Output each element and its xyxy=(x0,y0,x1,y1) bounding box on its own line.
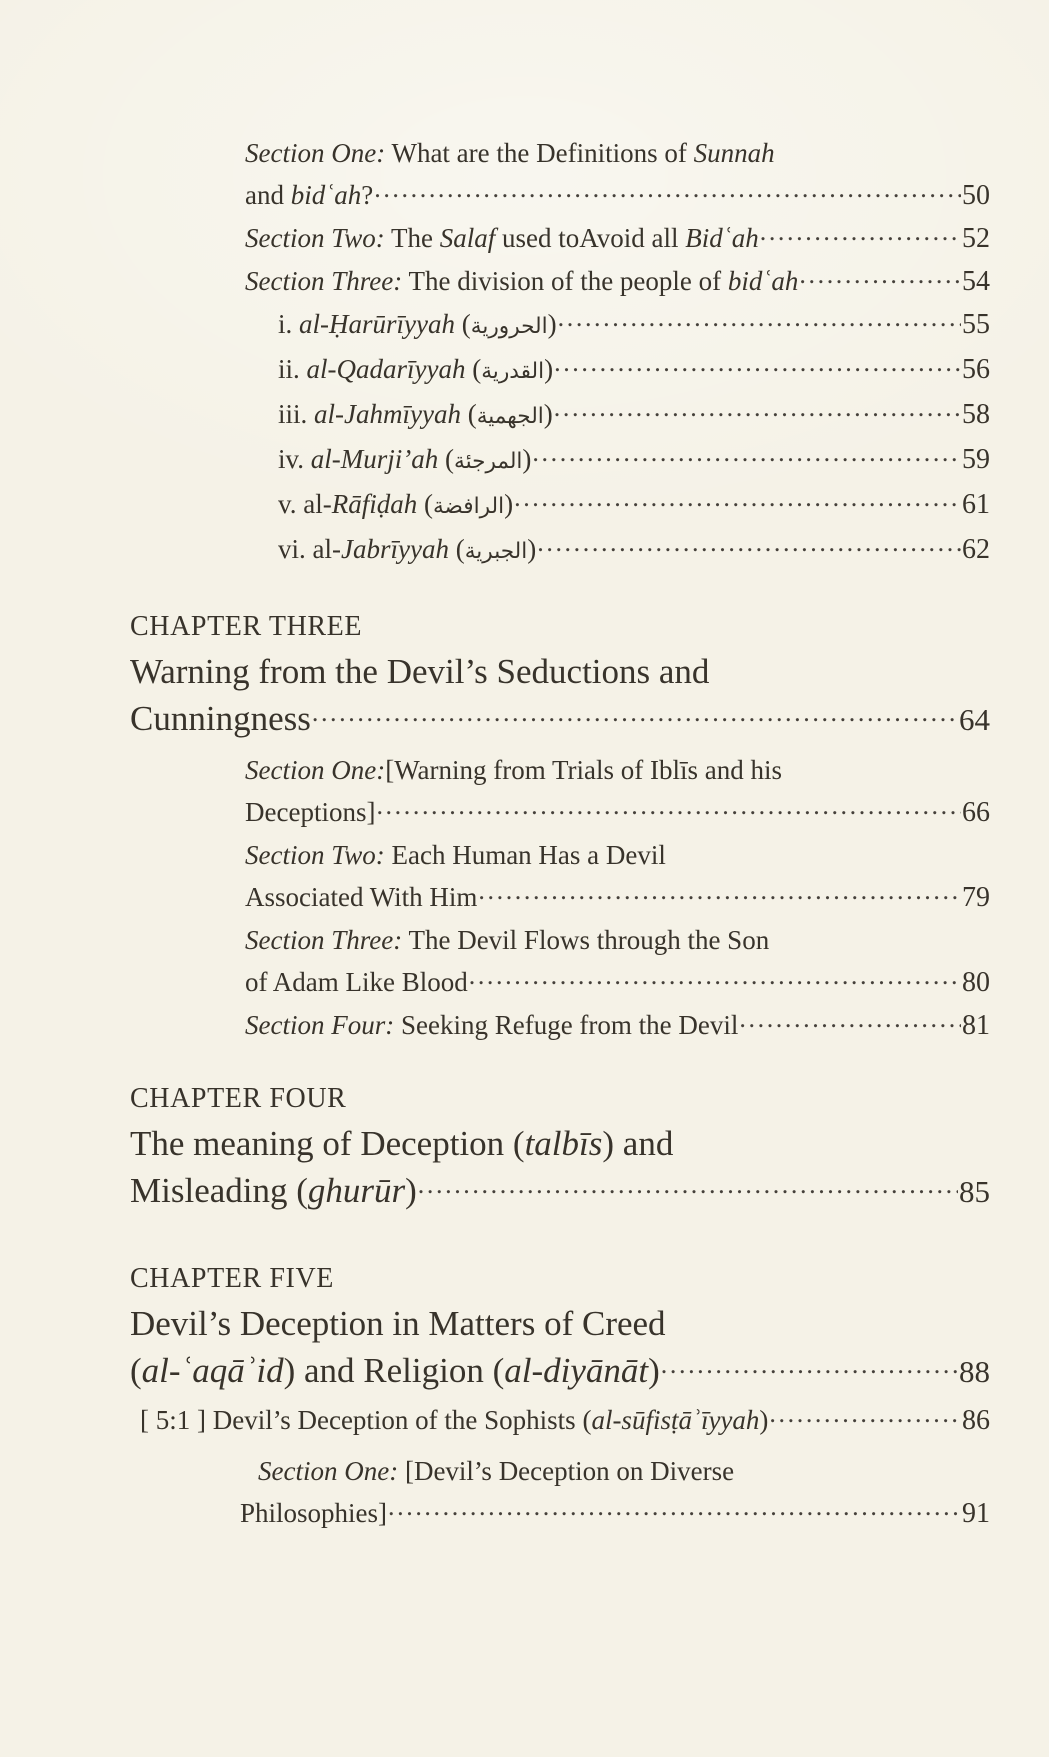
toc-line xyxy=(130,1492,990,1535)
toc-entry-text xyxy=(240,1492,387,1534)
italic-text: al-Qadarīyyah xyxy=(306,354,466,384)
plain-text: Each Human Has a Devil xyxy=(384,840,666,870)
dot-leader xyxy=(537,531,961,558)
dot-leader xyxy=(418,1167,958,1202)
page-number: 64 xyxy=(959,702,990,737)
toc-entry-text xyxy=(245,876,477,918)
toc-entry-text xyxy=(245,217,759,259)
toc-entry-text xyxy=(245,1004,738,1046)
page-number: 58 xyxy=(962,399,990,430)
toc-line xyxy=(130,1450,990,1492)
toc-line xyxy=(130,483,990,528)
italic-text: Section Two: xyxy=(245,840,385,870)
toc-entry-text xyxy=(130,1121,673,1167)
plain-text: CHAPTER THREE xyxy=(130,611,363,642)
toc-line xyxy=(130,132,990,174)
italic-text: Section Three: xyxy=(245,925,403,955)
plain-text: v. al- xyxy=(278,489,332,519)
arabic-term: المرجئة xyxy=(454,449,523,474)
plain-text: ( xyxy=(455,309,471,339)
page-number: 79 xyxy=(962,882,990,913)
plain-text: ) xyxy=(543,399,553,429)
plain-text: CHAPTER FOUR xyxy=(130,1083,347,1114)
toc-line xyxy=(130,649,990,695)
toc-line xyxy=(130,834,990,876)
page-number: 81 xyxy=(962,1010,990,1041)
plain-text: Devil’s Deception in Matters of Creed xyxy=(130,1304,666,1343)
toc-entry-text xyxy=(278,303,557,348)
plain-text: The meaning of Deception ( xyxy=(130,1124,525,1163)
italic-text: al-Jahmīyyah xyxy=(314,399,461,429)
plain-text: Seeking Refuge from the Devil xyxy=(394,1010,739,1040)
plain-text: used toAvoid all xyxy=(495,223,686,253)
toc-line xyxy=(130,528,990,573)
italic-text: talbīs xyxy=(524,1124,603,1163)
plain-text: Warning from the Devil’s Seductions and xyxy=(130,652,710,691)
toc-line xyxy=(130,605,990,649)
plain-text: ) and xyxy=(602,1124,674,1163)
toc-line xyxy=(130,695,990,743)
dot-leader xyxy=(312,695,958,730)
plain-text: of Adam Like Blood xyxy=(245,967,468,997)
plain-text: iv. xyxy=(278,444,311,474)
toc-entry-text xyxy=(245,961,468,1003)
dot-leader xyxy=(760,220,961,247)
toc-line xyxy=(130,791,990,834)
plain-text: ( xyxy=(130,1351,142,1390)
page-number: 66 xyxy=(962,797,990,828)
dot-leader xyxy=(558,306,961,333)
plain-text: ) xyxy=(648,1351,660,1390)
plain-text: vi. al- xyxy=(278,534,341,564)
toc-entry-text xyxy=(245,749,782,791)
plain-text: and xyxy=(245,180,291,210)
plain-text: ) xyxy=(405,1171,417,1210)
dot-leader xyxy=(478,879,961,906)
plain-text: ) xyxy=(527,534,537,564)
page-number: 86 xyxy=(962,1405,990,1436)
toc-entry-text xyxy=(130,1168,417,1214)
toc-entry-text xyxy=(245,791,375,833)
toc-entry-text xyxy=(130,1348,660,1394)
plain-text: ii. xyxy=(278,354,307,384)
page-number: 55 xyxy=(962,309,990,340)
arabic-term: الجبرية xyxy=(464,539,528,564)
toc-entry-text xyxy=(278,438,531,483)
plain-text: The xyxy=(384,223,440,253)
italic-text: Jabrīyyah xyxy=(340,534,449,564)
plain-text: [ 5:1 ] Devil’s Deception of the Sophists ( xyxy=(140,1405,592,1435)
plain-text: [Devil’s Deception on Diverse xyxy=(398,1456,735,1486)
toc-line xyxy=(130,1167,990,1215)
dot-leader xyxy=(739,1007,961,1034)
toc-entry-text xyxy=(140,1399,768,1441)
plain-text: ) xyxy=(522,444,532,474)
toc-line xyxy=(130,1121,990,1167)
italic-text: al-Murji’ah xyxy=(310,444,439,474)
italic-text: al-Ḥarūrīyyah xyxy=(299,309,455,339)
toc-entry-text xyxy=(130,696,311,742)
toc-entry-text xyxy=(278,528,536,573)
dot-leader xyxy=(469,964,961,991)
page-number: 80 xyxy=(962,967,990,998)
page-number: 62 xyxy=(962,534,990,565)
plain-text: Deceptions] xyxy=(245,797,376,827)
page-number: 54 xyxy=(962,266,990,297)
toc-entry-text xyxy=(258,1450,734,1492)
plain-text: Philosophies] xyxy=(240,1498,388,1528)
plain-text: Cunningness xyxy=(130,699,311,738)
toc-line xyxy=(130,1347,990,1395)
toc-entry-text xyxy=(278,348,553,393)
page-number: 61 xyxy=(962,489,990,520)
toc-entry-text xyxy=(245,919,769,961)
dot-leader xyxy=(554,351,961,378)
table-of-contents xyxy=(130,132,990,1535)
plain-text: iii. xyxy=(278,399,315,429)
plain-text: Associated With Him xyxy=(245,882,478,912)
toc-entry-text xyxy=(130,1257,334,1301)
dot-leader xyxy=(799,263,961,290)
toc-line xyxy=(130,1301,990,1347)
plain-text: ( xyxy=(417,489,433,519)
toc-entry-text xyxy=(245,260,798,302)
dot-leader xyxy=(514,486,961,513)
toc-entry-text xyxy=(245,834,666,876)
toc-entry-text xyxy=(130,649,709,695)
toc-entry-text xyxy=(278,483,513,528)
toc-entry-text xyxy=(130,605,362,649)
italic-text: Section One: xyxy=(258,1456,399,1486)
arabic-term: القدرية xyxy=(481,359,545,384)
toc-line xyxy=(130,876,990,919)
toc-line xyxy=(130,749,990,791)
plain-text: ( xyxy=(438,444,454,474)
plain-text: [Warning from Trials of Iblīs and his xyxy=(385,755,783,785)
toc-entry-text xyxy=(130,1077,346,1121)
toc-entry-text xyxy=(278,393,553,438)
toc-line xyxy=(130,260,990,303)
toc-line xyxy=(130,303,990,348)
plain-text: ? xyxy=(361,180,374,210)
arabic-term: الرافضة xyxy=(432,494,505,519)
page-number: 88 xyxy=(959,1354,990,1389)
dot-leader xyxy=(532,441,961,468)
plain-text: The division of the people of xyxy=(402,266,728,296)
italic-text: al-ʿaqāʾid xyxy=(141,1351,284,1390)
dot-leader xyxy=(388,1495,961,1522)
plain-text: ( xyxy=(460,399,477,429)
page-number: 56 xyxy=(962,354,990,385)
toc-line xyxy=(130,348,990,393)
toc-line xyxy=(130,1257,990,1301)
toc-entry-text xyxy=(245,132,775,174)
dot-leader xyxy=(376,794,961,821)
italic-text: bidʿah xyxy=(727,266,799,296)
dot-leader xyxy=(769,1402,961,1429)
plain-text: ( xyxy=(465,354,482,384)
page-number: 50 xyxy=(962,180,990,211)
plain-text: ) xyxy=(547,309,557,339)
arabic-term: الجهمية xyxy=(476,404,544,429)
italic-text: Section Two: xyxy=(245,223,385,253)
plain-text: ) xyxy=(759,1405,769,1435)
italic-text: bidʿah xyxy=(290,180,362,210)
italic-text: Section Three: xyxy=(245,266,403,296)
plain-text: ) xyxy=(544,354,554,384)
toc-entry-text xyxy=(130,1301,666,1347)
italic-text: al-sūfisṭāʾīyyah xyxy=(591,1405,760,1435)
toc-line xyxy=(130,1399,990,1442)
italic-text: al-diyānāt xyxy=(504,1351,649,1390)
page-number: 52 xyxy=(962,223,990,254)
plain-text: ) xyxy=(504,489,514,519)
italic-text: Salaf xyxy=(439,223,496,253)
toc-line xyxy=(130,217,990,260)
plain-text: CHAPTER FIVE xyxy=(130,1263,334,1294)
italic-text: Section Four: xyxy=(245,1010,395,1040)
toc-line xyxy=(130,919,990,961)
italic-text: Sunnah xyxy=(693,138,775,168)
italic-text: ghurūr xyxy=(307,1171,406,1210)
plain-text: i. xyxy=(278,309,300,339)
toc-line xyxy=(130,1077,990,1121)
plain-text: Misleading ( xyxy=(130,1171,308,1210)
page-number: 91 xyxy=(962,1498,990,1529)
italic-text: Rāfiḍah xyxy=(331,489,418,519)
toc-line xyxy=(130,393,990,438)
italic-text: Bidʿah xyxy=(685,223,759,253)
dot-leader xyxy=(374,177,961,204)
arabic-term: الحرورية xyxy=(470,314,548,339)
italic-text: Section One: xyxy=(245,755,386,785)
page-number: 85 xyxy=(959,1174,990,1209)
toc-entry-text xyxy=(245,174,373,216)
plain-text: ( xyxy=(448,534,465,564)
plain-text: ) and Religion ( xyxy=(283,1351,505,1390)
toc-line xyxy=(130,174,990,217)
toc-line xyxy=(130,961,990,1004)
plain-text: What are the Definitions of xyxy=(385,138,694,168)
toc-line xyxy=(130,1004,990,1047)
dot-leader xyxy=(661,1347,958,1382)
dot-leader xyxy=(554,396,961,423)
page-number: 59 xyxy=(962,444,990,475)
italic-text: Section One: xyxy=(245,138,386,168)
plain-text: The Devil Flows through the Son xyxy=(402,925,770,955)
toc-line xyxy=(130,438,990,483)
